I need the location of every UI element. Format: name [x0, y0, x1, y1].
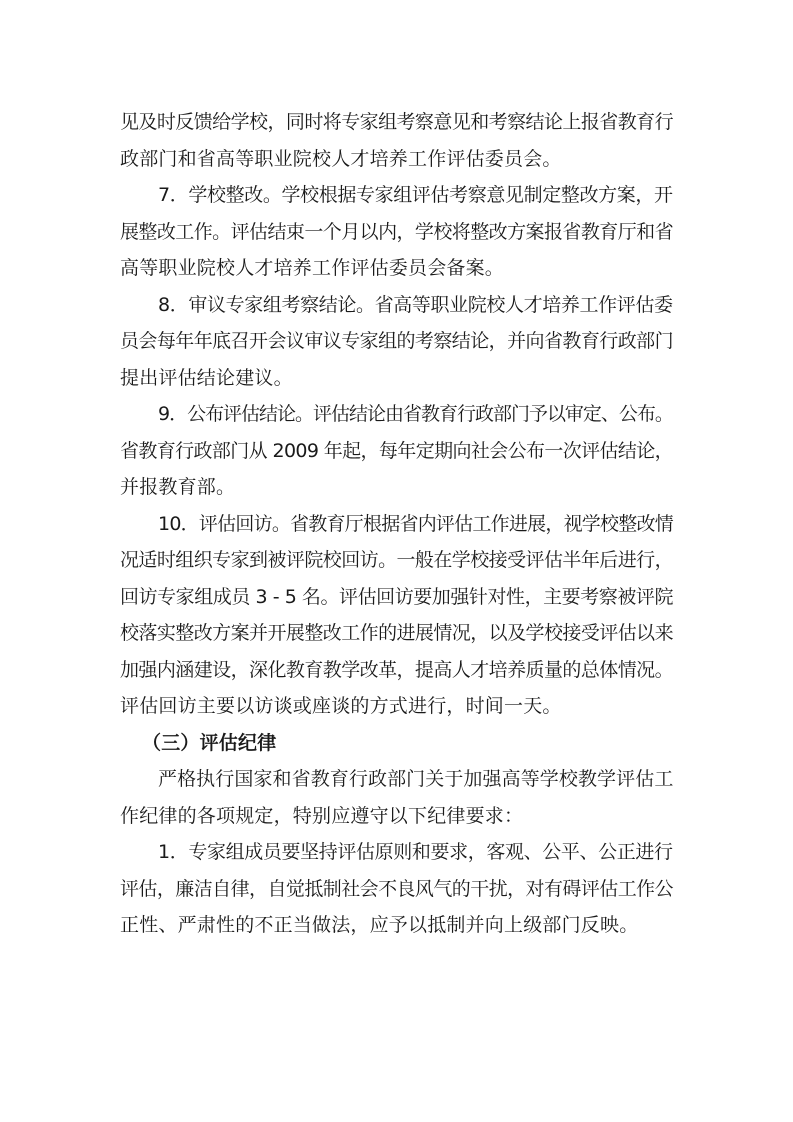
text-line: 校落实整改方案并开展整改工作的进展情况，以及学校接受评估以来: [120, 622, 674, 644]
text-line: 作纪律的各项规定，特别应遵守以下纪律要求：: [120, 805, 524, 827]
text-line: 高等职业院校人才培养工作评估委员会备案。: [120, 257, 505, 279]
text-line: 1．专家组成员要坚持评估原则和要求，客观、公平、公正进行: [158, 841, 673, 863]
text-line: 况适时组织专家到被评院校回访。一般在学校接受评估半年后进行，: [120, 549, 674, 571]
text-line: 评估，廉洁自律，自觉抵制社会不良风气的干扰，对有碍评估工作公: [120, 878, 674, 900]
text-line: 政部门和省高等职业院校人才培养工作评估委员会。: [120, 148, 562, 170]
text-line: 并报教育部。: [120, 476, 236, 498]
text-line: 展整改工作。评估结束一个月以内，学校将整改方案报省教育厅和省: [120, 221, 674, 243]
text-line: 10．评估回访。省教育厅根据省内评估工作进展，视学校整改情: [158, 513, 673, 535]
section-heading: （三）评估纪律: [142, 732, 277, 754]
text-line: 回访专家组成员 3 - 5 名。评估回访要加强针对性，主要考察被评院: [120, 586, 673, 608]
text-line: 正性、严肃性的不正当做法，应予以抵制并向上级部门反映。: [120, 914, 639, 936]
text-line: 评估回访主要以访谈或座谈的方式进行，时间一天。: [120, 695, 562, 717]
text-line: 严格执行国家和省教育行政部门关于加强高等学校教学评估工: [158, 768, 674, 790]
text-line: 提出评估结论建议。: [120, 367, 293, 389]
text-line: 见及时反馈给学校，同时将专家组考察意见和考察结论上报省教育行: [120, 111, 674, 133]
text-line: 7．学校整改。学校根据专家组评估考察意见制定整改方案，开: [158, 184, 673, 206]
text-line: 员会每年年底召开会议审议专家组的考察结论，并向省教育行政部门: [120, 330, 674, 352]
text-line: 8．审议专家组考察结论。省高等职业院校人才培养工作评估委: [158, 294, 673, 316]
text-line: 加强内涵建设，深化教育教学改革，提高人才培养质量的总体情况。: [120, 659, 674, 681]
text-line: 省教育行政部门从 2009 年起，每年定期向社会公布一次评估结论，: [120, 440, 674, 462]
text-line: 9．公布评估结论。评估结论由省教育行政部门予以审定、公布。: [158, 403, 673, 425]
